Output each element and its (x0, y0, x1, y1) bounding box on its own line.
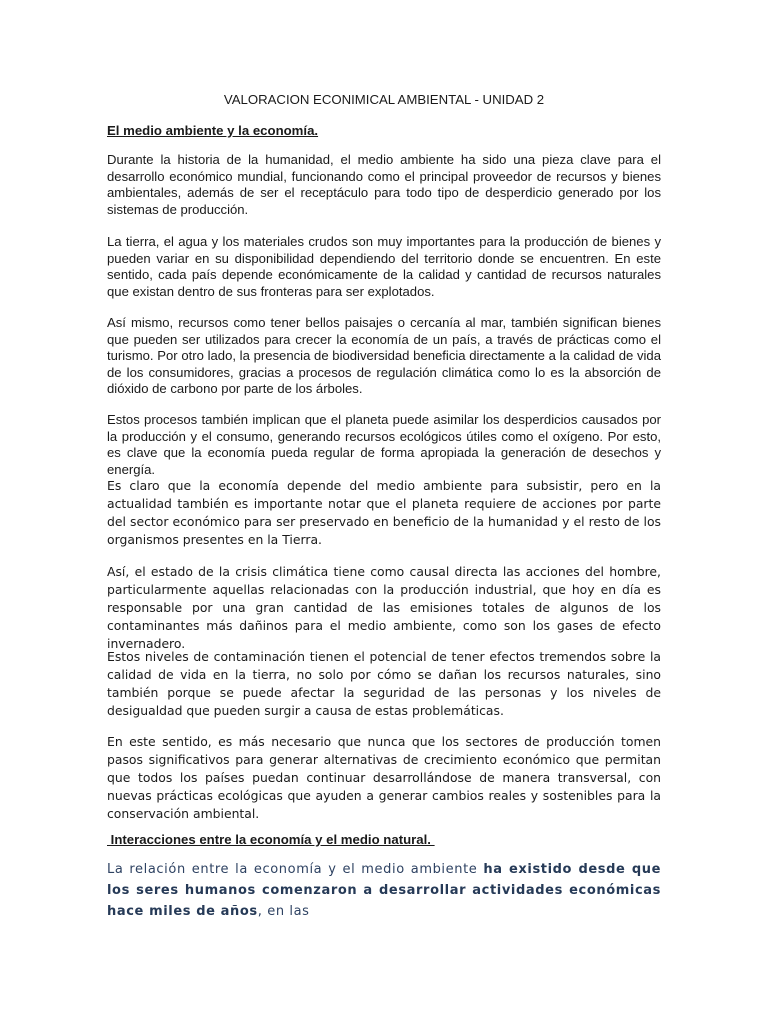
section-heading-2: Interacciones entre la economía y el medio natural. (107, 832, 435, 847)
paragraph-8: En este sentido, es más necesario que nunca que los sectores de producción tomen pasos significativos para generar alternativas de crecimiento económico que permitan que todos los países puedan continuar desarrollándose de manera transversal, con nuevas prácticas ecológicas que ayuden a generar cambios reales y sostenibles para la conservación ambiental. (107, 734, 661, 821)
paragraph-5: Es claro que la economía depende del medio ambiente para subsistir, pero en la actualidad también es importante notar que el planeta requiere de acciones por parte del sector económico para ser preservado en beneficio de la humanidad y el resto de los organismos presentes en la Tierra. (107, 478, 661, 547)
paragraph-9-bold: ha existido desde que los seres humanos comenzaron a desarrollar actividades económicas hace miles de años (107, 862, 661, 919)
paragraph-9 (107, 859, 661, 922)
paragraph-9-tail: , en las (257, 904, 310, 919)
paragraph-7: Estos niveles de contaminación tienen el potencial de tener efectos tremendos sobre la calidad de vida en la tierra, no solo por cómo se dañan los recursos naturales, sino también porque se puede afectar la seguridad de las personas y los niveles de desigualdad que pueden surgir a causa de estas problemáticas. (107, 649, 661, 718)
paragraph-1: Durante la historia de la humanidad, el medio ambiente ha sido una pieza clave para el desarrollo económico mundial, funcionando como el principal proveedor de recursos y bienes ambientales, además de ser el receptáculo para todo tipo de desperdicio generado por los sistemas de producción. (107, 152, 661, 217)
paragraph-3: Así mismo, recursos como tener bellos paisajes o cercanía al mar, también significan bienes que pueden ser utilizados para crecer la economía de un país, a través de prácticas como el turismo. Por otro lado, la presencia de biodiversidad beneficia directamente a la calidad de vida de los consumidores, gracias a procesos de regulación climática como lo es la absorción de dióxido de carbono por parte de los árboles. (107, 315, 661, 397)
paragraph-4: Estos procesos también implican que el planeta puede asimilar los desperdicios causados por la producción y el consumo, generando recursos ecológicos útiles como el oxígeno. Por esto, es clave que la economía pueda regular de forma apropiada la generación de desechos y energía. (107, 412, 661, 477)
document-title: VALORACION ECONIMICAL AMBIENTAL - UNIDAD 2 (223, 92, 545, 107)
paragraph-6: Así, el estado de la crisis climática tiene como causal directa las acciones del hombre, particularmente aquellas relacionadas con la producción industrial, que hoy en día es responsable por una gran cantidad de las emisiones totales de algunos de los contaminantes más dañinos para el medio ambiente, como son los gases de efecto invernadero. (107, 564, 661, 651)
paragraph-2: La tierra, el agua y los materiales crudos son muy importantes para la producción de bienes y pueden variar en su disponibilidad dependiendo del territorio donde se encuentren. En este sentido, cada país depende económicamente de la calidad y cantidad de recursos naturales que existan dentro de sus fronteras para ser explotados. (107, 234, 661, 299)
section-heading-1: El medio ambiente y la economía. (107, 123, 319, 138)
paragraph-9-intro: La relación entre la economía y el medio ambiente (107, 862, 484, 877)
